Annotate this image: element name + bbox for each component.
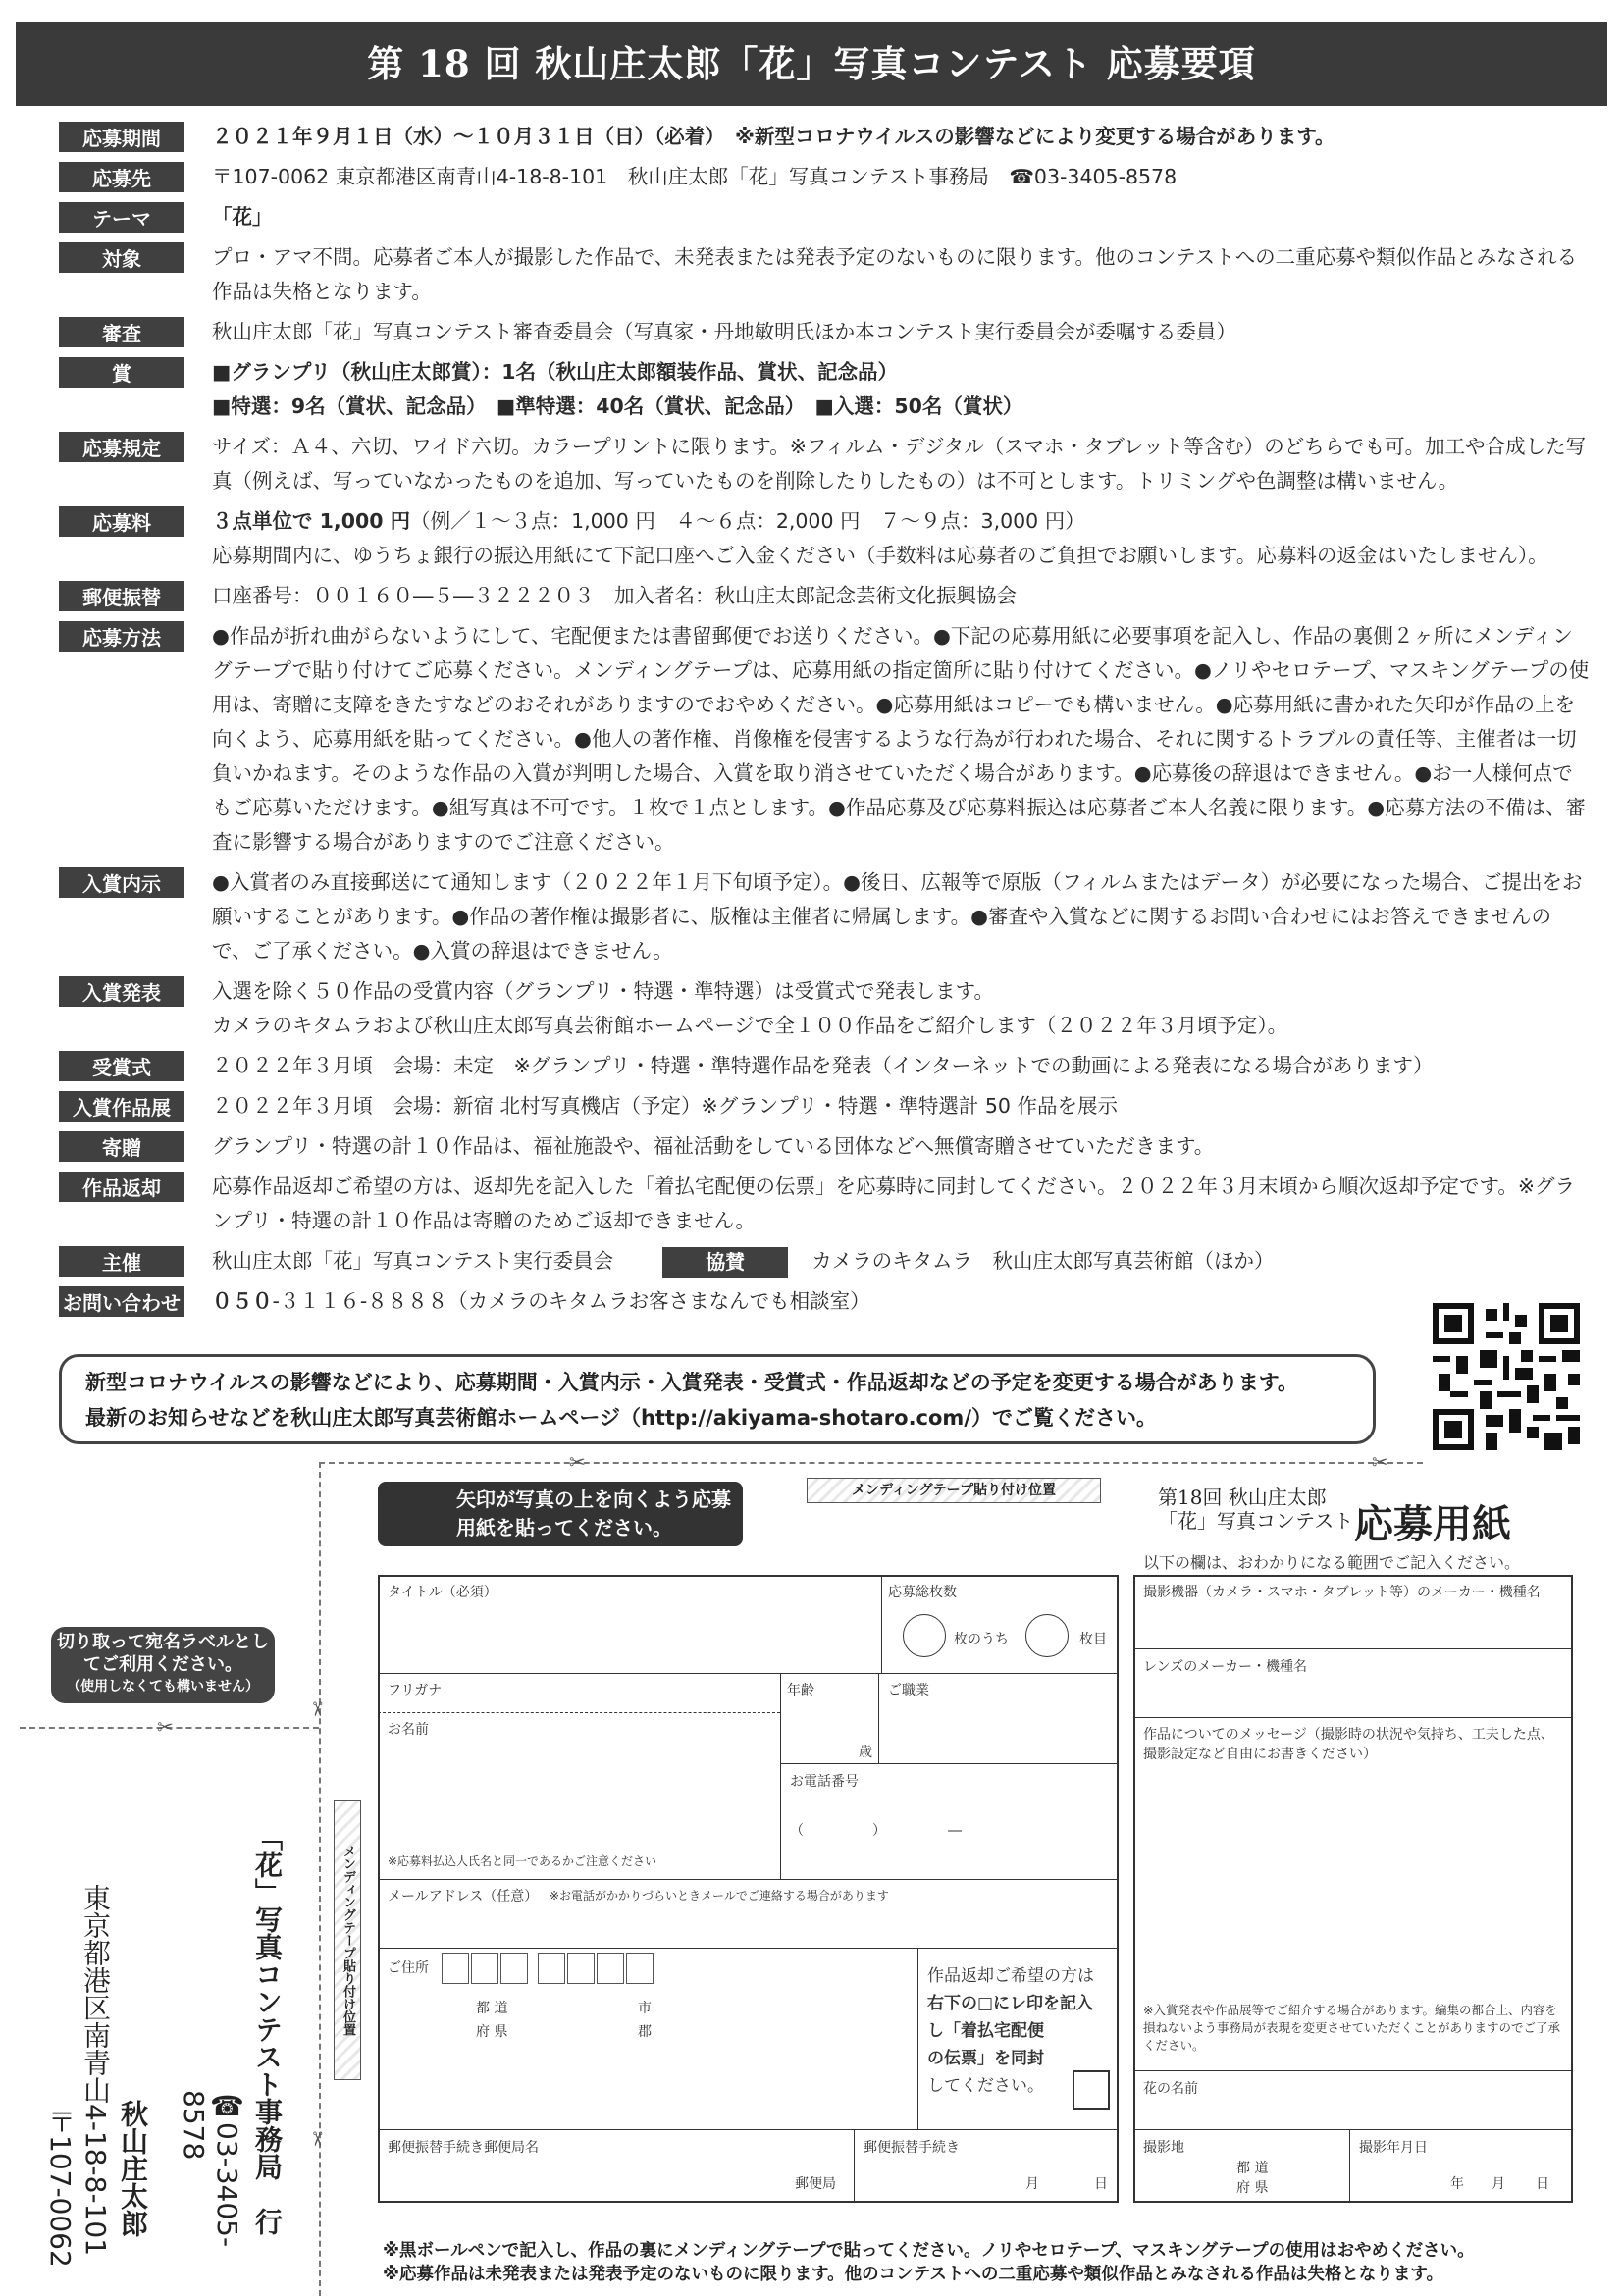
return-line: してください。 [927, 2076, 1044, 2096]
row-value: ２０２１年９月１日（水）～１０月３１日（日）（必着） ※新型コロナウイルスの影響などにより変更する場合があります。 [212, 125, 1335, 148]
footer-note: ※黒ボールペンで記入し、作品の裏にメンディングテープで貼ってください。ノリやセロテープ、マスキングテープの使用はおやめください。 [383, 2241, 1475, 2261]
field-month: 月 [1492, 2176, 1505, 2192]
label-address: 東京都港区南青山4-18-8-101 [79, 1884, 112, 2257]
return-line: し「着払宅配便 [927, 2021, 1044, 2041]
field-lens-label: レンズのメーカー・機種名 [1143, 1659, 1307, 1675]
sponsor-label: 協賛 [662, 1247, 788, 1278]
field-place-pref: 都 道 府 県 [1236, 2161, 1269, 2196]
field-name-note: ※応募料払込人氏名と同一であるかご注意ください [388, 1854, 657, 1868]
field-flower-label: 花の名前 [1143, 2081, 1198, 2097]
field-address-label: ご住所 [388, 1960, 429, 1976]
row-value: ●入賞者のみ直接郵送にて通知します（２０２２年１月下旬頃予定）。●後日、広報等で原版（フィルムまたはデータ）が必要になった場合、ご提出をお願いすることがあります。●作品の著作権は撮影者に、版権は主催者に帰属します。●審査や入賞などに関するお問い合わせにはお答えできませんので、ご了承ください。●入賞の辞退はできません。 [212, 870, 1583, 963]
field-postoffice-label: 郵便振替手続き郵便局名 [388, 2140, 539, 2156]
field-sheet-label: 枚目 [1079, 1632, 1107, 1647]
postal-code-box[interactable] [471, 1953, 498, 1984]
field-tel-label: お電話番号 [790, 1774, 859, 1790]
field-postoffice-unit: 郵便局 [795, 2176, 836, 2192]
field-prefecture-label: 都 道 府 県 [476, 2001, 508, 2040]
tape-position-side: メンディングテープ貼り付け位置 [334, 1800, 361, 2080]
row-judging [59, 315, 1590, 349]
row-label: 応募先 [59, 162, 184, 192]
field-day: 日 [1094, 2176, 1108, 2192]
notice-line: 最新のお知らせなどを秋山庄太郎写真芸術館ホームページ（http://akiyama-shotaro.com/）でご覧ください。 [85, 1406, 1157, 1430]
row-eligibility [59, 240, 1590, 309]
postal-code-box[interactable] [500, 1953, 528, 1984]
cut-line [319, 1462, 1423, 1464]
divider [780, 1763, 1119, 1764]
row-label: 応募方法 [59, 621, 184, 652]
covid-notice [59, 1354, 1376, 1444]
cut-line [319, 1462, 321, 2296]
row-address [59, 160, 1590, 194]
row-label: 応募料 [59, 506, 184, 537]
row-return [59, 1170, 1590, 1238]
row-contact [59, 1284, 1590, 1319]
row-exhibition [59, 1089, 1590, 1123]
row-label: 受賞式 [59, 1051, 184, 1081]
row-period [59, 120, 1590, 154]
fee-unit: ３点単位で 1,000 円 [212, 509, 411, 533]
postal-code-box[interactable] [597, 1953, 624, 1984]
form-title-big: 応募用紙 [1354, 1501, 1511, 1547]
label-tel: ☎03-3405-8578 [178, 2090, 243, 2248]
field-furigana-label: フリガナ [388, 1683, 443, 1698]
guidelines-table [59, 120, 1590, 1325]
row-value: サイズ：Ａ４、六切、ワイド六切。カラープリントに限ります。※フィルム・デジタル（スマホ・タブレット等含む）のどちらでも可。加工や合成した写真（例えば、写っていなかったものを追加、写っていたものを削除したりしたもの）は不可とします。トリミングや色調整は構いません。 [212, 435, 1587, 493]
divider [378, 2129, 1119, 2130]
field-camera-label: 撮影機器（カメラ・スマホ・タブレット等）のメーカー・機種名 [1143, 1585, 1541, 1600]
field-age-label: 年齢 [787, 1683, 814, 1698]
divider [881, 1575, 882, 1673]
field-mail-note: ※お電話がかかりづらいときメールでご連絡する場合があります [550, 1889, 889, 1903]
sponsor-value: カメラのキタムラ 秋山庄太郎写真芸術館（ほか） [812, 1249, 1275, 1273]
field-place-label: 撮影地 [1143, 2140, 1184, 2156]
right-note: 以下の欄は、おわかりになる範囲でご記入ください。 [1143, 1553, 1521, 1572]
field-job-label: ご職業 [888, 1683, 929, 1698]
field-city-label: 市 郡 [638, 2001, 652, 2040]
field-tel-format: （ ） ― [790, 1823, 962, 1839]
field-title-label: タイトル（必須） [388, 1585, 497, 1600]
return-instructions [927, 1962, 1094, 2100]
divider [378, 1879, 1119, 1880]
row-label: 主催 [59, 1246, 184, 1277]
row-value: ２０２２年３月頃 会場：新宿 北村写真機店（予定）※グランプリ・特選・準特選計 50 作品を展示 [212, 1094, 1118, 1118]
field-date-label: 撮影年月日 [1359, 2140, 1428, 2156]
field-count-label: 応募総枚数 [888, 1585, 957, 1600]
row-prizes [59, 355, 1590, 424]
scissors-icon: ✂ [1372, 1450, 1388, 1474]
prize-line: ■グランプリ（秋山庄太郎賞）：1名（秋山庄太郎額装作品、賞状、記念品） [212, 360, 899, 384]
divider [378, 1712, 780, 1713]
divider [1349, 2129, 1350, 2203]
return-line: 右下の□にレ印を記入 [927, 1994, 1094, 2013]
qr-code-icon[interactable] [1433, 1303, 1580, 1450]
row-label: お問い合わせ [59, 1286, 184, 1317]
scissors-icon: ✂ [157, 1715, 174, 1739]
announce-line: カメラのキタムラおよび秋山庄太郎写真芸術館ホームページで全１００作品をご紹介します（２０２２年３月頃予定）。 [212, 1014, 1288, 1037]
fee-example: （例／１～３点：1,000 円 ４～６点：2,000 円 ７～９点：3,000 円） [410, 509, 1085, 533]
row-label: 寄贈 [59, 1131, 184, 1162]
row-value: ２０２２年３月頃 会場：未定 ※グランプリ・特選・準特選作品を発表（インターネットでの動画による発表になる場合があります） [212, 1054, 1434, 1077]
row-notification [59, 865, 1590, 968]
row-label: 応募規定 [59, 432, 184, 462]
arrow-instruction-text: 矢印が写真の上を向くよう応募用紙を貼ってください。 [456, 1487, 731, 1539]
field-day: 日 [1536, 2176, 1549, 2192]
field-mail-label: メールアドレス（任意） [388, 1889, 539, 1905]
contact-value: -３１１６-８８８８（カメラのキタムラお客さまなんでも相談室） [272, 1289, 870, 1313]
arrow-instruction [378, 1482, 743, 1546]
return-line: の伝票」を同封 [927, 2049, 1044, 2068]
field-name-label: お名前 [388, 1722, 429, 1738]
row-fee [59, 504, 1590, 573]
row-theme [59, 200, 1590, 235]
field-message-note: ※入賞発表や作品展等でご紹介する場合があります。編集の都合上、内容を損ねないよう事務局が表現を変更させていただくことがありますのでご了承ください。 [1143, 2003, 1561, 2053]
row-value: グランプリ・特選の計１０作品は、福祉施設や、福祉活動をしている団体などへ無償寄贈させていただきます。 [212, 1134, 1215, 1158]
row-donation [59, 1129, 1590, 1164]
footer-note: ※応募作品は未発表または発表予定のないものに限ります。他のコンテストへの二重応募や類似作品とみなされる作品は失格となります。 [383, 2265, 1444, 2284]
tape-position-top: メンディングテープ貼り付け位置 [807, 1478, 1101, 1503]
divider [1133, 1717, 1573, 1718]
field-of-label: 枚のうち [954, 1632, 1009, 1647]
row-value: プロ・アマ不問。応募者ご本人が撮影した作品で、未発表または発表予定のないものに限ります。他のコンテストへの二重応募や類似作品とみなされる作品は失格となります。 [212, 245, 1578, 303]
field-age-unit: 歳 [859, 1745, 872, 1760]
row-label: 入賞作品展 [59, 1091, 184, 1122]
divider [378, 1948, 1119, 1949]
field-postdate-label: 郵便振替手続き [864, 2140, 960, 2156]
fee-note: 応募期間内に、ゆうちょ銀行の振込用紙にて下記口座へご入金ください（手数料は応募者のご負担でお願いします。応募料の返金はいたしません）。 [212, 544, 1548, 567]
row-value: 応募作品返却ご希望の方は、返却先を記入した「着払宅配便の伝票」を応募時に同封してください。２０２２年３月末頃から順次返却予定です。※グランプリ・特選の計１０作品は寄贈のためご返却できません。 [212, 1174, 1576, 1232]
cut-label-notice [51, 1627, 275, 1703]
announce-line: 入選を除く５０作品の受賞内容（グランプリ・特選・準特選）は受賞式で発表します。 [212, 979, 995, 1003]
page-title: 第 18 回 秋山庄太郎「花」写真コンテスト 応募要項 [16, 22, 1607, 106]
row-value: 「花」 [212, 205, 273, 229]
row-label: 対象 [59, 242, 184, 273]
scissors-icon: ✂ [305, 1700, 330, 1718]
notice-line: 新型コロナウイルスの影響などにより、応募期間・入賞内示・入賞発表・受賞式・作品返却などの予定を変更する場合があります。 [85, 1371, 1299, 1394]
cut-label-text: 切り取って宛名ラベルとしてご利用ください。 [57, 1632, 269, 1675]
row-label: 応募期間 [59, 122, 184, 152]
row-value: 秋山庄太郎「花」写真コンテスト審査委員会（写真家・丹地敏明氏ほか本コンテスト実行委員会が委嘱する委員） [212, 320, 1236, 343]
prize-line: ■特選：9名（賞状、記念品） ■準特選：40名（賞状、記念品） ■入選：50名（賞状） [212, 394, 1023, 418]
form-title-small: 第18回 秋山庄太郎 [1158, 1486, 1327, 1509]
row-label: 郵便振替 [59, 581, 184, 611]
contact-prefix: ０５０ [212, 1289, 273, 1313]
return-line: 作品返却ご希望の方は [927, 1966, 1094, 1986]
divider [1133, 1648, 1573, 1649]
row-value: 口座番号：００１６０―５―３２２２０３ 加入者名：秋山庄太郎記念芸術文化振興協会 [212, 584, 1017, 607]
divider [917, 1948, 918, 2129]
divider [854, 2129, 855, 2203]
divider [1133, 2129, 1573, 2130]
row-label: 賞 [59, 357, 184, 388]
row-label: テーマ [59, 202, 184, 233]
row-method [59, 619, 1590, 860]
postal-code-box[interactable] [538, 1953, 565, 1984]
row-label: 作品返却 [59, 1172, 184, 1202]
count-circle[interactable] [903, 1614, 946, 1657]
index-circle[interactable] [1025, 1614, 1069, 1657]
organizer-value: 秋山庄太郎「花」写真コンテスト実行委員会 [212, 1249, 614, 1273]
divider [1133, 2070, 1573, 2071]
scissors-icon: ✂ [569, 1450, 586, 1474]
field-message-label: 作品についてのメッセージ（撮影時の状況や気持ち、工夫した点、撮影設定など自由にお書きください） [1143, 1727, 1554, 1762]
row-postal-transfer [59, 579, 1590, 613]
return-checkbox[interactable] [1073, 2070, 1110, 2110]
row-rules [59, 430, 1590, 498]
field-year: 年 [1450, 2176, 1464, 2192]
row-organizer [59, 1244, 1590, 1278]
scissors-icon: ✂ [305, 2130, 330, 2148]
row-label: 審査 [59, 317, 184, 347]
divider [780, 1673, 781, 1879]
postal-code-box[interactable] [626, 1953, 654, 1984]
cut-label-sub: （使用しなくても構いません） [67, 1679, 259, 1695]
form-title [1158, 1486, 1570, 1547]
row-announcement [59, 974, 1590, 1043]
label-zip: 〒107-0062 [44, 2108, 77, 2268]
label-recipient-office: 「花」写真コンテスト事務局 行 [251, 1823, 284, 2235]
row-ceremony [59, 1049, 1590, 1083]
postal-code-box[interactable] [567, 1953, 595, 1984]
form-footer-notes [383, 2239, 1475, 2286]
field-month: 月 [1025, 2176, 1039, 2192]
row-label: 入賞内示 [59, 867, 184, 898]
postal-code-box[interactable] [442, 1953, 469, 1984]
row-label: 入賞発表 [59, 976, 184, 1007]
row-value: ●作品が折れ曲がらないようにして、宅配便または書留郵便でお送りください。●下記の応募用紙に必要事項を記入し、作品の裏側２ヶ所にメンディングテープで貼り付けてご応募ください。メンディングテープは、応募用紙の指定箇所に貼り付けてください。●ノリやセロテープ、マスキングテープの使用は、寄贈に支障をきたすなどのおそれがありますのでおやめください。●応募用紙はコピーでも構いません。●応募用紙に書かれた矢印が作品の上を向くよう、応募用紙を貼ってください。●他人の著作権、肖像権を侵害するような行為が行われた場合、それに関するトラブルの責任等、主催者は一切負いかねます。そのような作品の入賞が判明した場合、入賞を取り消させていただく場合があります。●応募後の辞退はできません。●お一人様何点でもご応募いただけます。●組写真は不可です。１枚で１点とします。●作品応募及び応募料振込は応募者ご本人名義に限ります。●応募方法の不備は、審査に影響する場合がありますのでご注意ください。 [212, 624, 1590, 854]
row-value: 〒107-0062 東京都港区南青山4-18-8-101 秋山庄太郎「花」写真コンテスト事務局 ☎03-3405-8578 [212, 165, 1178, 188]
form-title-small: 「花」写真コンテスト [1158, 1509, 1354, 1533]
divider [878, 1673, 879, 1763]
label-recipient-name: 秋山庄太郎 [117, 2100, 149, 2237]
divider [378, 1673, 1119, 1674]
